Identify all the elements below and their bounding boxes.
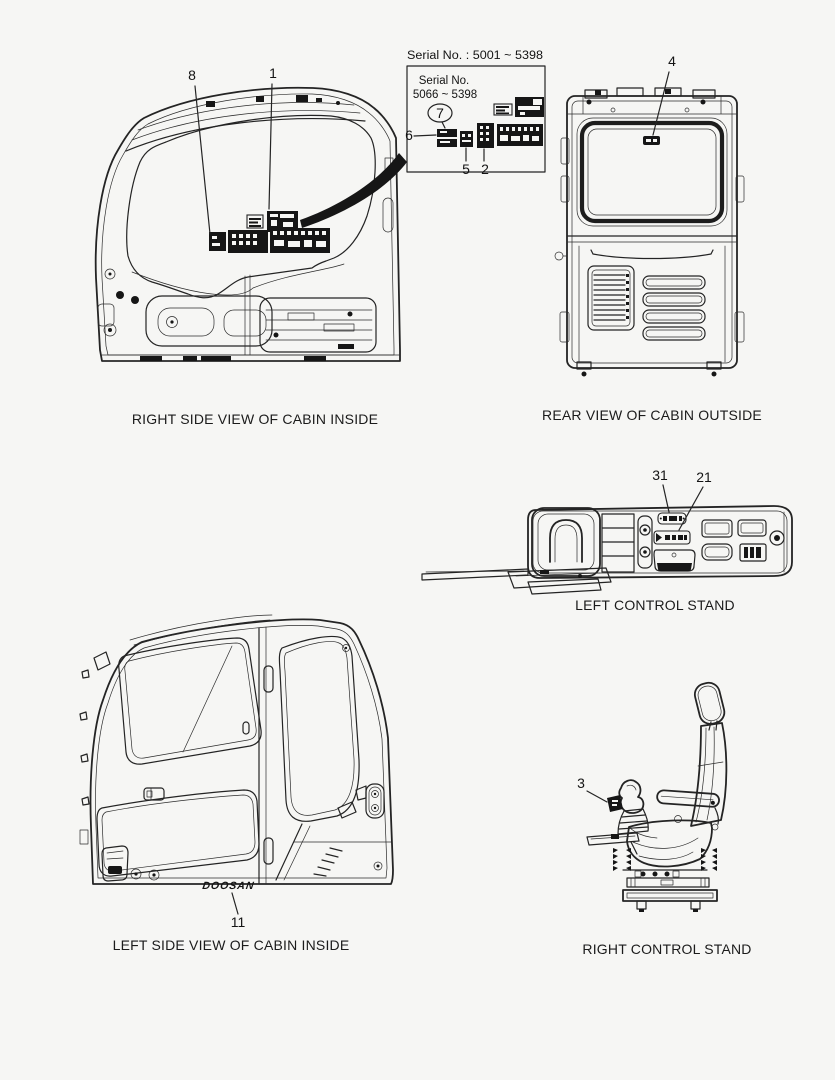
- decal-upper-pair: [494, 97, 544, 117]
- callout-31-group: [652, 467, 669, 512]
- serial-number-detail-box: [400, 40, 550, 180]
- right-control-stand-drawing: [565, 670, 805, 970]
- decal-strip-wide: [497, 124, 543, 146]
- door-lock-assembly: [338, 784, 384, 818]
- callout-8-group: [188, 67, 210, 234]
- callout-3-leader: [587, 791, 607, 802]
- caption-right-control-stand: RIGHT CONTROL STAND: [582, 941, 752, 957]
- caption-left-side-view: LEFT SIDE VIEW OF CABIN INSIDE: [112, 937, 350, 953]
- callout-2-group: [481, 149, 489, 177]
- rear-base-feet: [577, 362, 721, 377]
- decal-31: [658, 513, 686, 524]
- caption-left-control-stand: LEFT CONTROL STAND: [575, 597, 735, 613]
- door-window: [119, 638, 261, 764]
- callout-21-leader: [679, 487, 703, 530]
- lower-right-frame: [276, 824, 392, 880]
- callout-8-leader: [195, 86, 210, 234]
- callout-31-label: 31: [652, 467, 668, 483]
- decal-4: [643, 136, 660, 145]
- serial-range-header: Serial No. : 5001 ~ 5398: [407, 50, 543, 62]
- seat-backrest: [691, 723, 726, 830]
- cup-holder: [654, 550, 695, 571]
- joystick: [607, 780, 648, 834]
- right-side-cabin-inside-drawing: [88, 58, 418, 403]
- callout-3-group: [577, 775, 607, 802]
- serial-inner-title: Serial No.: [418, 75, 470, 87]
- callout-1-label: 1: [269, 65, 277, 81]
- center-pillar: [259, 627, 273, 884]
- callout-1-leader: [269, 84, 272, 209]
- callout-3-label: 3: [577, 775, 585, 791]
- callout-7-label: 7: [436, 105, 444, 121]
- serial-inner-range: 5066 ~ 5398: [412, 89, 478, 101]
- callout-11-leader: [232, 893, 238, 914]
- left-side-cabin-inside-drawing: [80, 612, 410, 942]
- callout-5-label: 5: [462, 161, 470, 177]
- rear-slot-vents: [643, 276, 705, 340]
- callout-21-label: 21: [696, 469, 712, 485]
- rear-window-frame: [577, 118, 727, 226]
- decal-6: [437, 129, 457, 147]
- stand-post-knobs: [638, 516, 652, 568]
- seat-bucket: [627, 816, 712, 867]
- callout-7-circled: [428, 104, 452, 128]
- rear-cabin-outside-drawing: [555, 50, 750, 380]
- seat-headrest: [693, 680, 727, 726]
- rear-mid-band: [567, 236, 737, 362]
- armrest-lever: [422, 568, 611, 594]
- callout-1-group: [269, 65, 277, 209]
- doosan-brand-decal: DOOSAN: [201, 880, 256, 892]
- joystick-boot-housing: [532, 508, 600, 576]
- seat-base: [623, 870, 717, 912]
- door-lower-panel: [97, 790, 259, 881]
- callout-5-group: [462, 148, 470, 177]
- rear-vent-grille: [588, 266, 634, 330]
- decal-2: [477, 123, 494, 148]
- callout-11-label: 11: [230, 914, 246, 930]
- callout-6-group: [405, 127, 436, 143]
- caption-right-side-view: RIGHT SIDE VIEW OF CABIN INSIDE: [131, 411, 379, 427]
- cabin-lower-panels: [98, 158, 400, 361]
- callout-2-label: 2: [481, 161, 489, 177]
- callout-4-leader: [653, 72, 669, 135]
- decal-5: [460, 131, 473, 147]
- callout-6-label: 6: [405, 127, 413, 143]
- decal-21: [654, 531, 690, 544]
- callout-8-label: 8: [188, 67, 196, 83]
- caption-rear-view: REAR VIEW OF CABIN OUTSIDE: [542, 407, 762, 423]
- left-control-stand-drawing: [420, 458, 800, 598]
- switch-panel: [702, 520, 784, 561]
- front-window: [279, 636, 359, 821]
- callout-4-label: 4: [668, 53, 676, 69]
- callout-11-group: [231, 893, 246, 930]
- callout-21-group: [679, 469, 712, 530]
- stand-bellows: [602, 514, 634, 572]
